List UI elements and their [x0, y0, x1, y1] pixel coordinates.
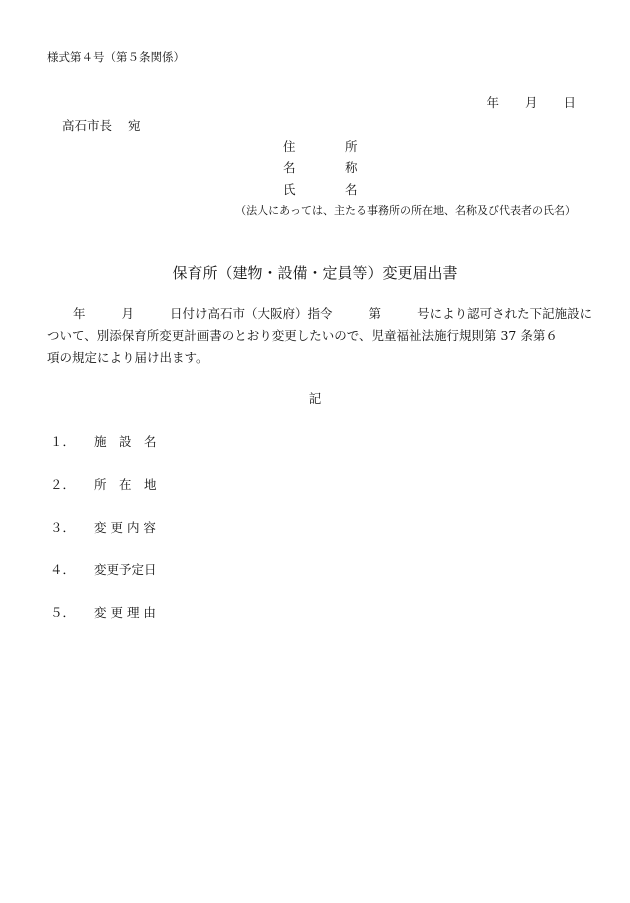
item-label: 施 設 名 — [94, 434, 157, 449]
item-number: ２． — [50, 477, 76, 492]
addressee — [62, 116, 141, 134]
item-label: 変更予定日 — [94, 562, 157, 577]
date-day-label: 日 — [563, 95, 576, 110]
addressee-honorific: 宛 — [128, 118, 141, 133]
body-line-2: ついて、別添保育所変更計画書のとおり変更したいので、児童福祉法施行規則第 37 条第６ — [47, 328, 558, 343]
body-dai-label: 第 — [368, 306, 382, 321]
item-label: 所 在 地 — [94, 477, 157, 492]
item-change-reason — [50, 603, 156, 621]
item-location — [50, 475, 157, 493]
applicant-rep-label-2: 名 — [345, 182, 358, 197]
applicant-address-row — [283, 137, 358, 155]
addressee-name: 高石市長 — [62, 118, 113, 133]
form-number: 様式第４号（第５条関係） — [47, 50, 185, 64]
body-paragraph — [47, 303, 593, 369]
body-year-label: 年 — [73, 306, 86, 321]
applicant-address-label-1: 住 — [283, 139, 296, 154]
item-label: 変 更 内 容 — [94, 520, 156, 535]
body-month-label: 月 — [121, 306, 135, 321]
item-scheduled-date — [50, 560, 157, 578]
ki-heading: 記 — [308, 391, 322, 406]
body-day-text: 日付け高石市（大阪府）指令 — [170, 306, 333, 321]
applicant-note: （法人にあっては、主たる事務所の所在地、名称及び代表者の氏名） — [235, 204, 576, 217]
applicant-address-label-2: 所 — [345, 139, 358, 154]
document-title: 保育所（建物・設備・定員等）変更届出書 — [172, 264, 458, 282]
item-number: ５． — [50, 605, 76, 620]
applicant-name-label-1: 名 — [283, 160, 296, 175]
item-label: 変 更 理 由 — [94, 605, 156, 620]
item-number: ４． — [50, 562, 76, 577]
item-number: ３． — [50, 520, 76, 535]
date-year-label: 年 — [486, 95, 499, 110]
item-facility-name — [50, 432, 157, 450]
body-line-1 — [47, 303, 593, 325]
applicant-name-label-2: 称 — [345, 160, 358, 175]
item-change-details — [50, 518, 156, 536]
body-line1-rest: 号により認可された下記施設に — [417, 306, 593, 321]
date-line — [486, 93, 576, 111]
item-number: １． — [50, 434, 76, 449]
date-month-label: 月 — [524, 95, 538, 110]
applicant-rep-row — [283, 180, 358, 198]
body-line-3: 項の規定により届け出ます。 — [47, 350, 209, 365]
applicant-rep-label-1: 氏 — [283, 182, 296, 197]
applicant-name-row — [283, 158, 358, 176]
